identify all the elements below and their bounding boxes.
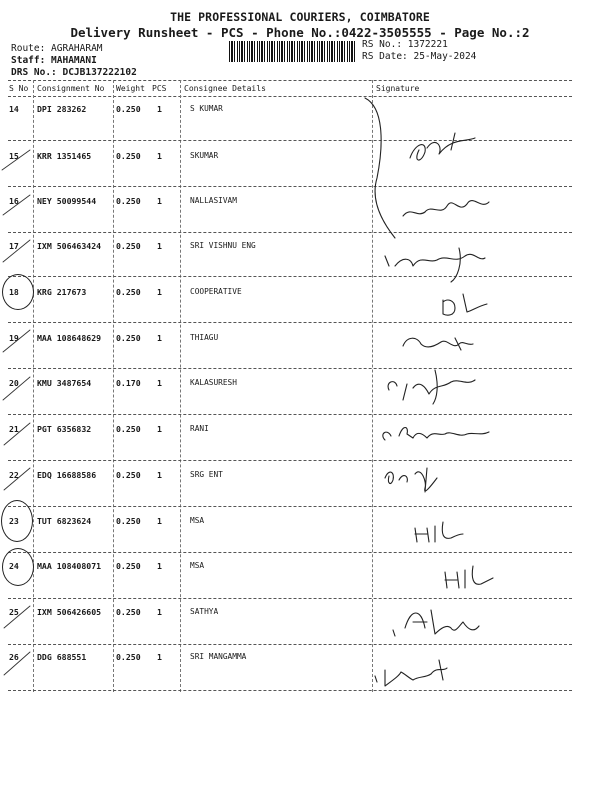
- row-weight: 0.250: [116, 287, 141, 297]
- col-header-pcs: PCS: [152, 84, 167, 93]
- row-weight: 0.250: [116, 104, 141, 114]
- col-header-weight: Weight: [116, 84, 145, 93]
- row-sno: 26: [9, 652, 19, 662]
- col-header-consignee: Consignee Details: [184, 84, 266, 93]
- row-weight: 0.250: [116, 561, 141, 571]
- barcode: [229, 41, 357, 62]
- handwritten-signatures: [355, 88, 565, 688]
- row-sno: 21: [9, 424, 19, 434]
- row-consignee: COOPERATIVE: [190, 287, 242, 296]
- rs-number: RS No.: 1372221: [362, 39, 448, 50]
- row-consignee: RANI: [190, 424, 209, 433]
- row-sno: 23: [9, 516, 19, 526]
- row-consignment: IXM 506463424: [37, 241, 102, 251]
- row-consignee: SKUMAR: [190, 151, 219, 160]
- row-consignee: MSA: [190, 516, 205, 525]
- row-weight: 0.170: [116, 378, 141, 388]
- col-header-signature: Signature: [376, 84, 420, 93]
- row-divider: [8, 690, 572, 691]
- row-weight: 0.250: [116, 652, 141, 662]
- row-weight: 0.250: [116, 333, 141, 343]
- row-consignee: KALASURESH: [190, 378, 237, 387]
- row-consignment: MAA 108648629: [37, 333, 102, 343]
- row-consignee: NALLASIVAM: [190, 196, 237, 205]
- company-title: THE PROFESSIONAL COURIERS, COIMBATORE: [170, 10, 430, 24]
- row-sno: 25: [9, 607, 19, 617]
- row-sno: 22: [9, 470, 19, 480]
- row-weight: 0.250: [116, 470, 141, 480]
- row-pcs: 1: [157, 561, 162, 571]
- rs-date: RS Date: 25-May-2024: [362, 51, 477, 62]
- row-weight: 0.250: [116, 607, 141, 617]
- row-sno: 19: [9, 333, 19, 343]
- row-weight: 0.250: [116, 516, 141, 526]
- col-header-consignment: Consignment No: [37, 84, 105, 93]
- row-consignee: SATHYA: [190, 607, 219, 616]
- row-consignment: KRR 1351465: [37, 151, 92, 161]
- row-pcs: 1: [157, 333, 162, 343]
- row-consignment: PGT 6356832: [37, 424, 92, 434]
- row-consignee: SRG ENT: [190, 470, 223, 479]
- column-divider: [113, 80, 114, 692]
- row-consignment: MAA 108408071: [37, 561, 102, 571]
- row-weight: 0.250: [116, 151, 141, 161]
- row-pcs: 1: [157, 151, 162, 161]
- row-pcs: 1: [157, 241, 162, 251]
- row-sno: 20: [9, 378, 19, 388]
- row-pcs: 1: [157, 196, 162, 206]
- column-divider: [180, 80, 181, 692]
- row-pcs: 1: [157, 516, 162, 526]
- row-weight: 0.250: [116, 241, 141, 251]
- row-consignee: MSA: [190, 561, 205, 570]
- row-consignee: SRI VISHNU ENG: [190, 241, 256, 250]
- row-pcs: 1: [157, 424, 162, 434]
- row-sno: 24: [9, 561, 19, 571]
- row-sno: 16: [9, 196, 19, 206]
- row-consignee: THIAGU: [190, 333, 219, 342]
- row-consignment: KRG 217673: [37, 287, 87, 297]
- row-consignment: DDG 688551: [37, 652, 87, 662]
- row-sno: 18: [9, 287, 19, 297]
- row-consignment: KMU 3487654: [37, 378, 92, 388]
- row-pcs: 1: [157, 652, 162, 662]
- route-label: Route: AGRAHARAM: [11, 43, 103, 54]
- row-pcs: 1: [157, 378, 162, 388]
- row-weight: 0.250: [116, 196, 141, 206]
- col-header-sno: S No: [9, 84, 29, 93]
- row-consignment: TUT 6823624: [37, 516, 92, 526]
- row-sno: 17: [9, 241, 19, 251]
- row-consignment: IXM 506426605: [37, 607, 102, 617]
- row-consignment: NEY 50099544: [37, 196, 97, 206]
- row-consignee: SRI MANGAMMA: [190, 652, 247, 661]
- row-consignment: DPI 283262: [37, 104, 87, 114]
- row-pcs: 1: [157, 104, 162, 114]
- row-sno: 14: [9, 104, 19, 114]
- row-pcs: 1: [157, 287, 162, 297]
- row-pcs: 1: [157, 607, 162, 617]
- row-sno: 15: [9, 151, 19, 161]
- staff-label: Staff: MAHAMANI: [11, 55, 97, 66]
- drs-number: DRS No.: DCJB137222102: [11, 67, 137, 78]
- row-consignment: EDQ 16688586: [37, 470, 97, 480]
- pen-tick-marks: [0, 0, 60, 700]
- row-consignee: S KUMAR: [190, 104, 223, 113]
- header-top-rule: [8, 80, 572, 81]
- row-weight: 0.250: [116, 424, 141, 434]
- runsheet-title: Delivery Runsheet - PCS - Phone No.:0422-3505555 - Page No.:2: [70, 25, 530, 40]
- row-pcs: 1: [157, 470, 162, 480]
